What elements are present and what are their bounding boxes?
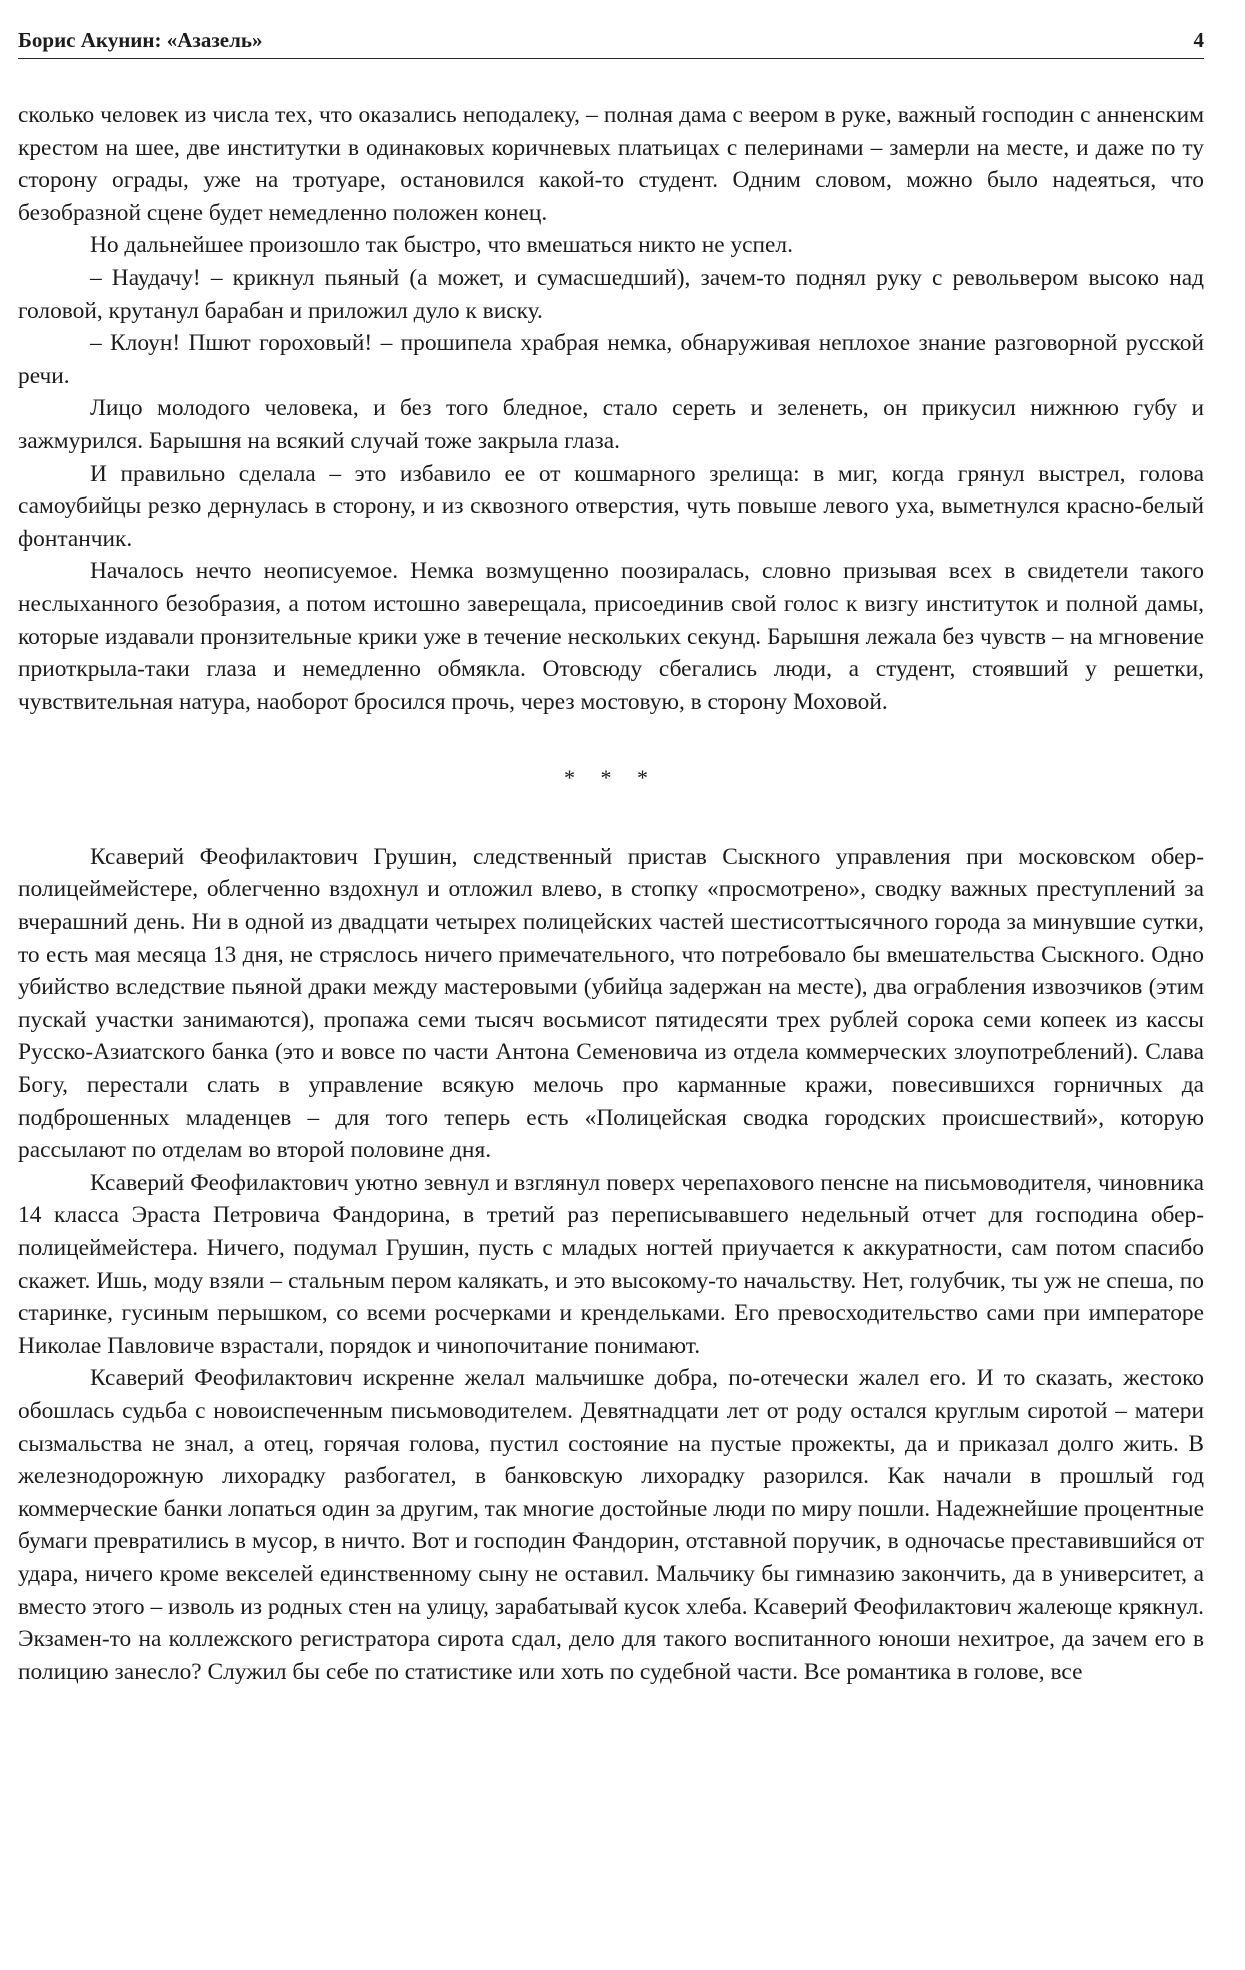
page-number: 4 [1193, 28, 1204, 52]
running-header [18, 28, 1204, 59]
running-title: Борис Акунин: «Азазель» [18, 28, 263, 52]
body-text [18, 99, 1204, 1688]
paragraph: И правильно сделала – это избавило ее от кошмарного зрелища: в миг, когда грянул выстрел, голова самоубийцы резко дернулась в сторону, и из сквозного отверстия, чуть повыше левого уха, выметнулся красно-белый фонтанчик. [18, 460, 1204, 552]
paragraph: Но дальнейшее произошло так быстро, что вмешаться никто не успел. [90, 232, 793, 259]
paragraph: – Наудачу! – крикнул пьяный (а может, и сумасшедший), зачем-то поднял руку с револьвером высоко над головой, крутанул барабан и приложил дуло к виску. [18, 264, 1204, 324]
section-separator: * * * [564, 765, 658, 791]
paragraph: Ксаверий Феофилактович уютно зевнул и взглянул поверх черепахового пенсне на письмоводителя, чиновника 14 класса Эраста Петровича Фандорина, в третий раз переписывавшего недельный отчет для господина обер-полицеймейстера. Ничего, подумал Грушин, пусть с младых ногтей приучается к аккуратности, сам потом спасибо скажет. Ишь, моду взяли – стальным пером калякать, и это высокому-то начальству. Нет, голубчик, ты уж не спеша, по старинке, гусиным перышком, со всеми росчерками и крендельками. Его превосходительство сами при императоре Николае Павловиче взрастали, порядок и чинопочитание понимают. [18, 1169, 1204, 1359]
paragraph: Ксаверий Феофилактович Грушин, следственный пристав Сыскного управления при московском обер-полицеймейстере, облегченно вздохнул и отложил влево, в стопку «просмотрено», сводку важных преступлений за вчерашний день. Ни в одной из двадцати четырех полицейских частей шестисоттысячного города за минувшие сутки, то есть мая месяца 13 дня, не стряслось ничего примечательного, что потребовало бы вмешательства Сыскного. Одно убийство вследствие пьяной драки между мастеровыми (убийца задержан на месте), два ограбления извозчиков (этим пускай участки занимаются), пропажа семи тысяч восьмисот пятидесяти трех рублей сорока семи копеек из кассы Русско-Азиатского банка (это и вовсе по части Антона Семеновича из отдела коммерческих злоупотреблений). Слава Богу, перестали слать в управление всякую мелочь про карманные кражи, повесившихся горничных да подброшенных младенцев – для того теперь есть «Полицейская сводка городских происшествий», которую рассылают по отделам во второй половине дня. [18, 843, 1204, 1164]
paragraph: Лицо молодого человека, и без того бледное, стало сереть и зеленеть, он прикусил нижнюю губу и зажмурился. Барышня на всякий случай тоже закрыла глаза. [18, 395, 1204, 454]
paragraph: Ксаверий Феофилактович искренне желал мальчишке добра, по-отечески жалел его. И то сказать, жестоко обошлась судьба с новоиспеченным письмоводителем. Девятнадцати лет от роду остался круглым сиротой – матери сызмальства не знал, а отец, горячая голова, пустил состояние на пустые прожекты, да и приказал долго жить. В железнодорожную лихорадку разбогател, в банковскую лихорадку разорился. Как начали в прошлый год коммерческие банки лопаться один за другим, так многие достойные люди по миру пошли. Надежнейшие процентные бумаги превратились в мусор, в ничто. Вот и господин Фандорин, отставной поручик, в одночасье преставившийся от удара, ничего кроме векселей единственному сыну не оставил. Мальчику бы гимназию закончить, да в университет, а вместо этого – изволь из родных стен на улицу, зарабатывай кусок хлеба. Ксаверий Феофилактович жалеюще крякнул. Экзамен-то на коллежского регистратора сирота сдал, дело для такого воспитанного юноши нехитрое, да зачем его в полицию занесло? Служил бы себе по статистике или хоть по судебной части. Все романтика в голове, все [18, 1365, 1204, 1685]
paragraph: – Клоун! Пшют гороховый! – прошипела храбрая немка, обнаруживая неплохое знание разговорной русской речи. [18, 330, 1204, 389]
paragraph: Началось нечто неописуемое. Немка возмущенно поозиралась, словно призывая всех в свидетели такого неслыханного безобразия, а потом истошно заверещала, присоединив свой голос к визгу институток и полной дамы, которые издавали пронзительные крики уже в течение нескольких секунд. Барышня лежала без чувств – на мгновение приоткрыла-таки глаза и немедленно обмякла. Отовсюду сбегались люди, а студент, стоявший у решетки, чувствительная натура, наоборот бросился прочь, через мостовую, в сторону Моховой. [18, 558, 1204, 715]
paragraph: сколько человек из числа тех, что оказались неподалеку, – полная дама с веером в руке, важный господин с анненским крестом на шее, две институтки в одинаковых коричневых платьицах с пелеринами – замерли на месте, и даже по ту сторону ограды, уже на тротуаре, остановился какой-то студент. Одним словом, можно было надеяться, что безобразной сцене будет немедленно положен конец. [18, 102, 1204, 226]
